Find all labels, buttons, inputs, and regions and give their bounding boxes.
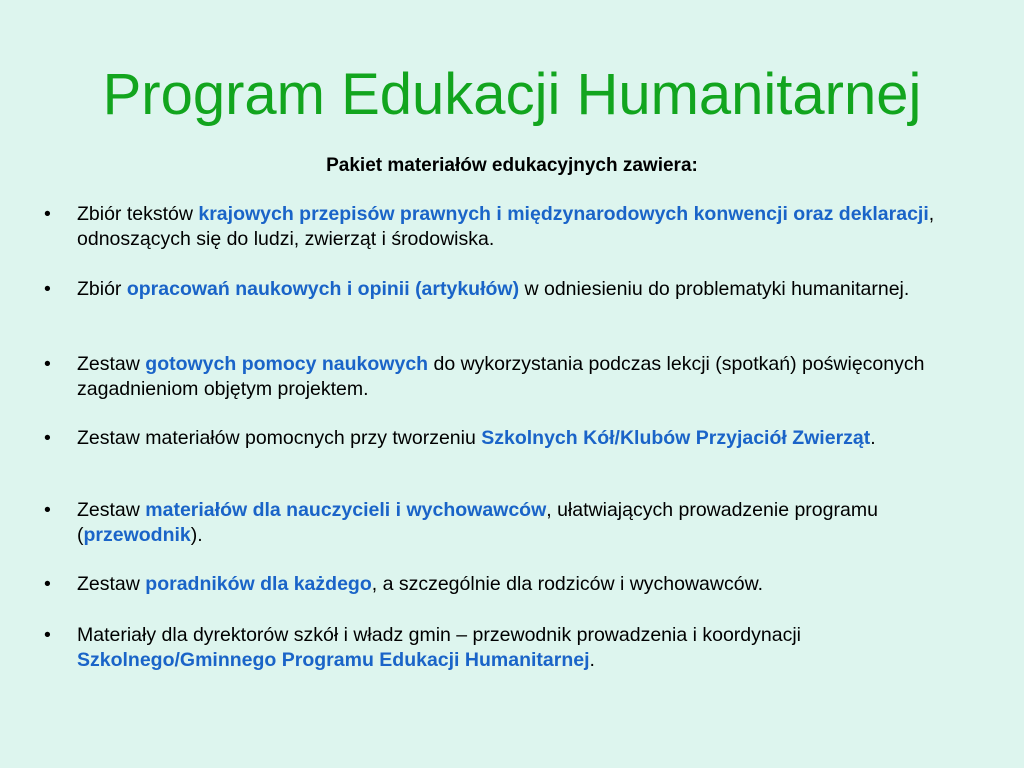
highlight-text: przewodnik [83, 524, 191, 546]
text-segment: . [589, 649, 595, 671]
text-segment: Zbiór [77, 278, 127, 300]
text-segment: Materiały dla dyrektorów szkół i władz gmin – przewodnik prowadzenia i koordynacji [77, 624, 801, 646]
text-segment: Zestaw [77, 499, 146, 521]
bullet-dot: • [44, 624, 51, 646]
text-segment: . [870, 427, 876, 449]
subtitle: Pakiet materiałów edukacyjnych zawiera: [326, 155, 698, 176]
highlight-text: gotowych pomocy naukowych [145, 353, 429, 375]
list-item-text [77, 352, 987, 402]
text-segment: Zestaw [77, 573, 146, 595]
highlight-text: krajowych przepisów prawnych i międzynarodowych konwencji oraz deklaracji [198, 203, 929, 225]
list-item-text [77, 572, 987, 597]
page-title: Program Edukacji Humanitarnej [102, 62, 922, 127]
list-item-text [77, 426, 987, 451]
text-segment: Zbiór tekstów [77, 203, 199, 225]
bullet-dot: • [44, 203, 51, 225]
highlight-text: materiałów dla nauczycieli i wychowawców [145, 499, 547, 521]
highlight-text: opracowań naukowych i opinii (artykułów) [126, 278, 520, 300]
list-item-text [77, 202, 987, 252]
highlight-text: Szkolnych Kół/Klubów Przyjaciół Zwierząt [481, 427, 871, 449]
bullet-dot: • [44, 353, 51, 375]
text-segment: Zestaw materiałów pomocnych przy tworzeniu [77, 427, 482, 449]
text-segment: w odniesieniu do problematyki humanitarnej. [519, 278, 910, 300]
text-segment: ). [190, 524, 203, 546]
list-item-text [77, 277, 987, 302]
bullet-dot: • [44, 427, 51, 449]
list-item-text [77, 498, 987, 548]
bullet-dot: • [44, 573, 51, 595]
list-item-text [77, 623, 987, 673]
text-segment: , odnoszących się do ludzi, zwierząt i środowiska. [77, 203, 935, 250]
bullet-dot: • [44, 499, 51, 521]
highlight-text: Szkolnego/Gminnego Programu Edukacji Humanitarnej [77, 649, 590, 671]
highlight-text: poradników dla każdego [145, 573, 372, 595]
text-segment: Zestaw [77, 353, 146, 375]
bullet-dot: • [44, 278, 51, 300]
text-segment: , a szczególnie dla rodziców i wychowawców. [371, 573, 763, 595]
text-segment: do wykorzystania podczas lekcji (spotkań) poświęconych zagadnieniom objętym projektem. [77, 353, 925, 400]
text-segment: , ułatwiających prowadzenie programu ( [77, 499, 878, 546]
